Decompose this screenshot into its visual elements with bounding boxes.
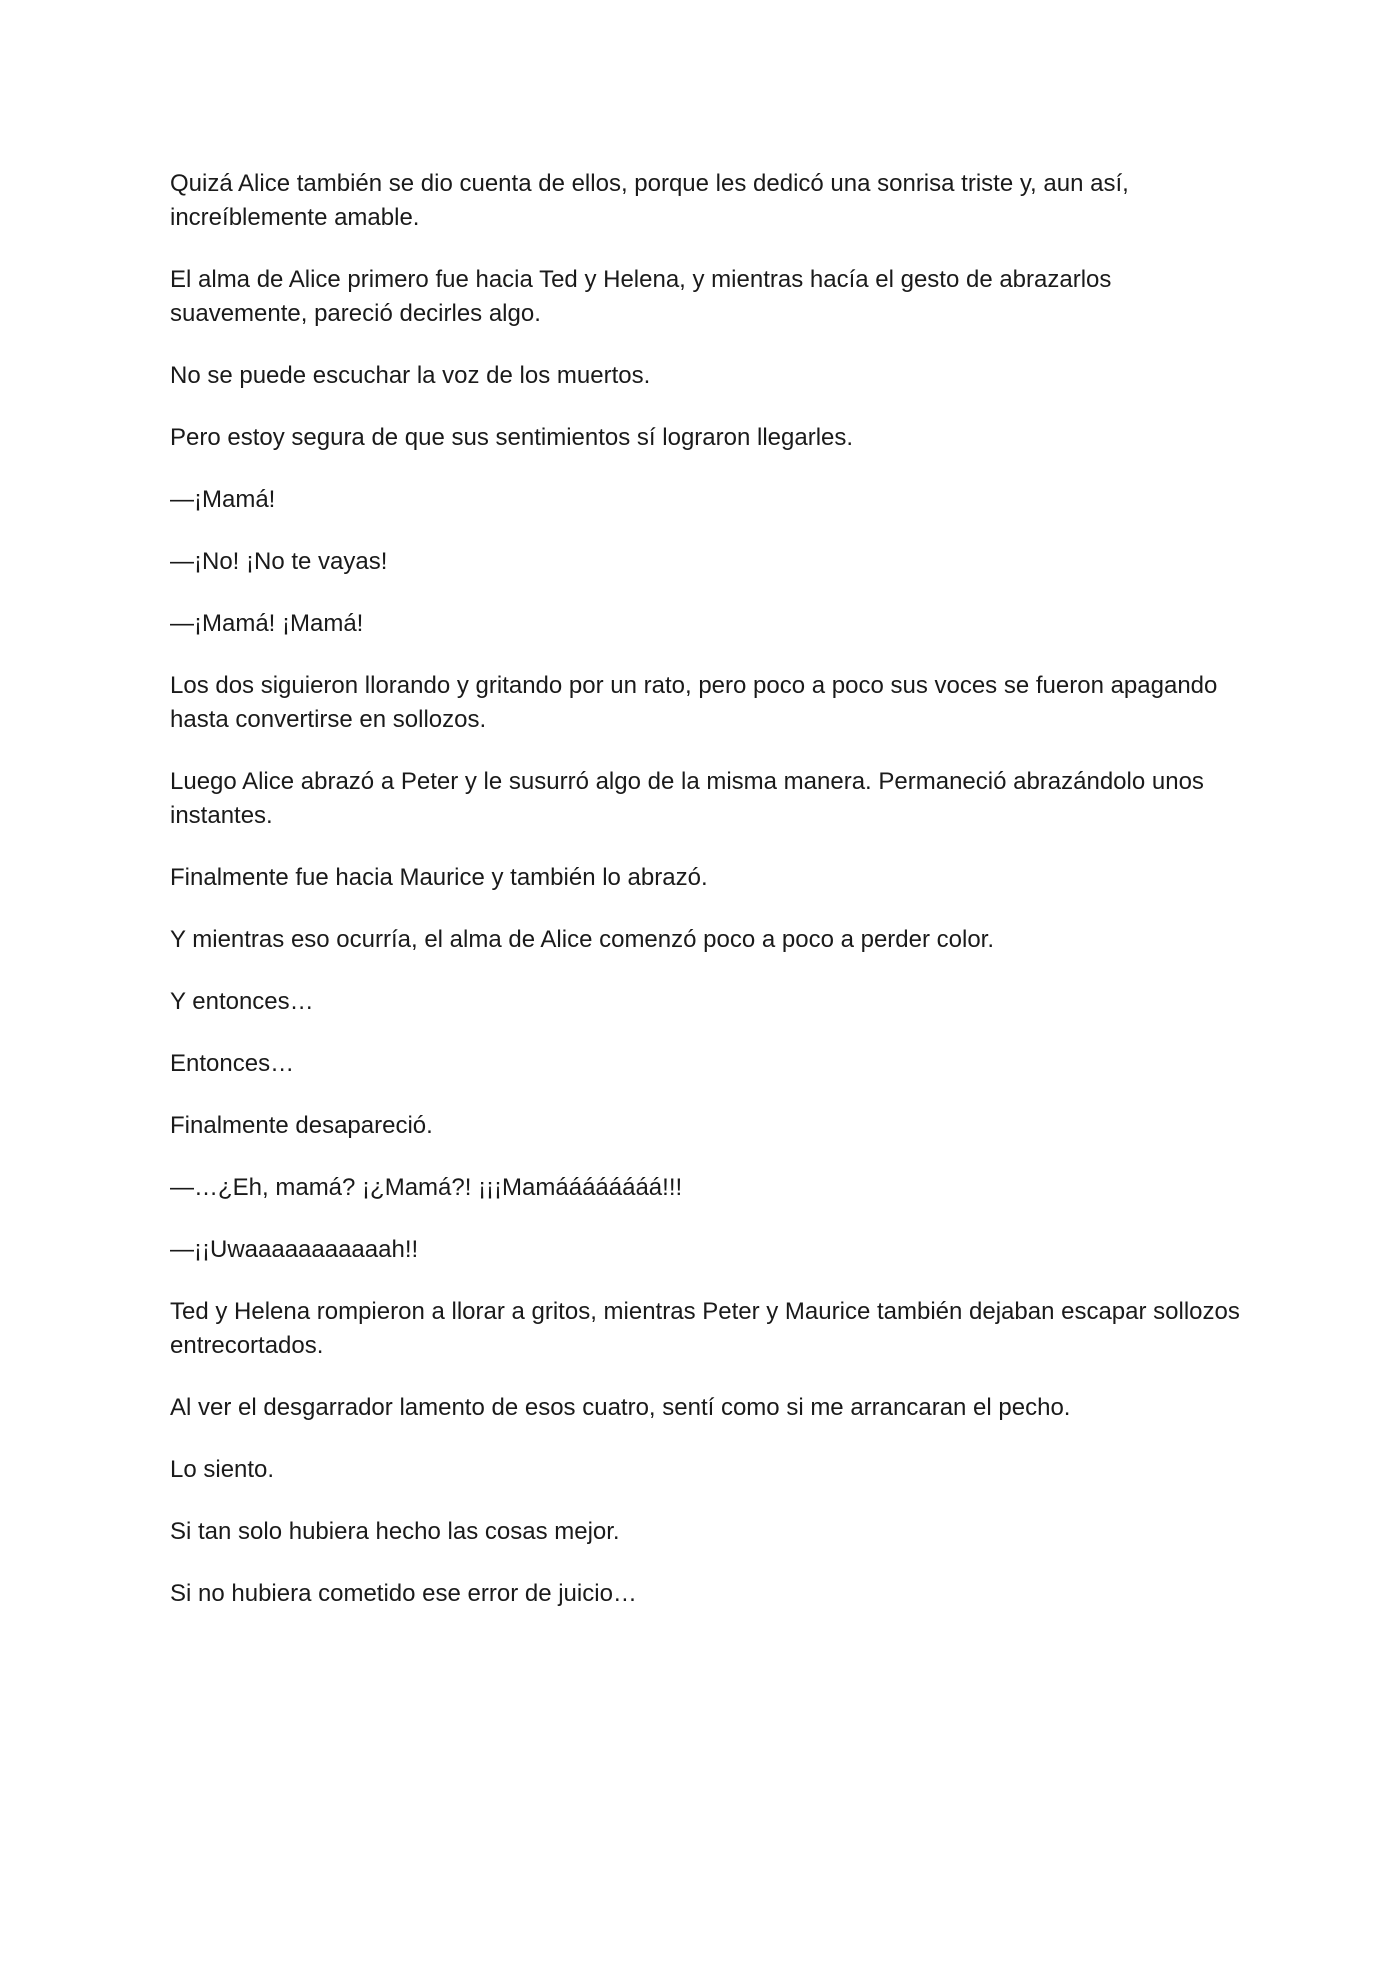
paragraph: Ted y Helena rompieron a llorar a gritos, mientras Peter y Maurice también dejaban escapar sollozos entrecortados. bbox=[170, 1298, 1240, 1359]
paragraph: Si no hubiera cometido ese error de juicio… bbox=[170, 1580, 637, 1607]
paragraph: Finalmente desapareció. bbox=[170, 1112, 433, 1139]
paragraph: —¡Mamá! bbox=[170, 486, 276, 513]
paragraph: Si tan solo hubiera hecho las cosas mejor. bbox=[170, 1518, 620, 1545]
paragraph: Pero estoy segura de que sus sentimientos sí lograron llegarles. bbox=[170, 424, 854, 451]
paragraph: Al ver el desgarrador lamento de esos cuatro, sentí como si me arrancaran el pecho. bbox=[170, 1394, 1071, 1421]
paragraph: Y mientras eso ocurría, el alma de Alice comenzó poco a poco a perder color. bbox=[170, 926, 995, 953]
paragraph: Quizá Alice también se dio cuenta de ellos, porque les dedicó una sonrisa triste y, aun así, increíblemente amable. bbox=[170, 170, 1129, 231]
paragraph: Los dos siguieron llorando y gritando por un rato, pero poco a poco sus voces se fueron apagando hasta convertirse en sollozos. bbox=[170, 672, 1218, 733]
paragraph: —¡Mamá! ¡Mamá! bbox=[170, 610, 364, 637]
paragraph: No se puede escuchar la voz de los muertos. bbox=[170, 362, 651, 389]
paragraph: Lo siento. bbox=[170, 1456, 275, 1483]
paragraph: —¡¡Uwaaaaaaaaaaah!! bbox=[170, 1236, 419, 1263]
document-body bbox=[170, 167, 1250, 1639]
paragraph: —…¿Eh, mamá? ¡¿Mamá?! ¡¡¡Mamáááááááá!!! bbox=[170, 1174, 683, 1201]
paragraph: El alma de Alice primero fue hacia Ted y Helena, y mientras hacía el gesto de abrazarlos suavemente, pareció decirles algo. bbox=[170, 266, 1112, 327]
paragraph: Luego Alice abrazó a Peter y le susurró algo de la misma manera. Permaneció abrazándolo unos instantes. bbox=[170, 768, 1204, 829]
paragraph: —¡No! ¡No te vayas! bbox=[170, 548, 388, 575]
paragraph: Entonces… bbox=[170, 1050, 295, 1077]
paragraph: Y entonces… bbox=[170, 988, 314, 1015]
paragraph: Finalmente fue hacia Maurice y también lo abrazó. bbox=[170, 864, 708, 891]
